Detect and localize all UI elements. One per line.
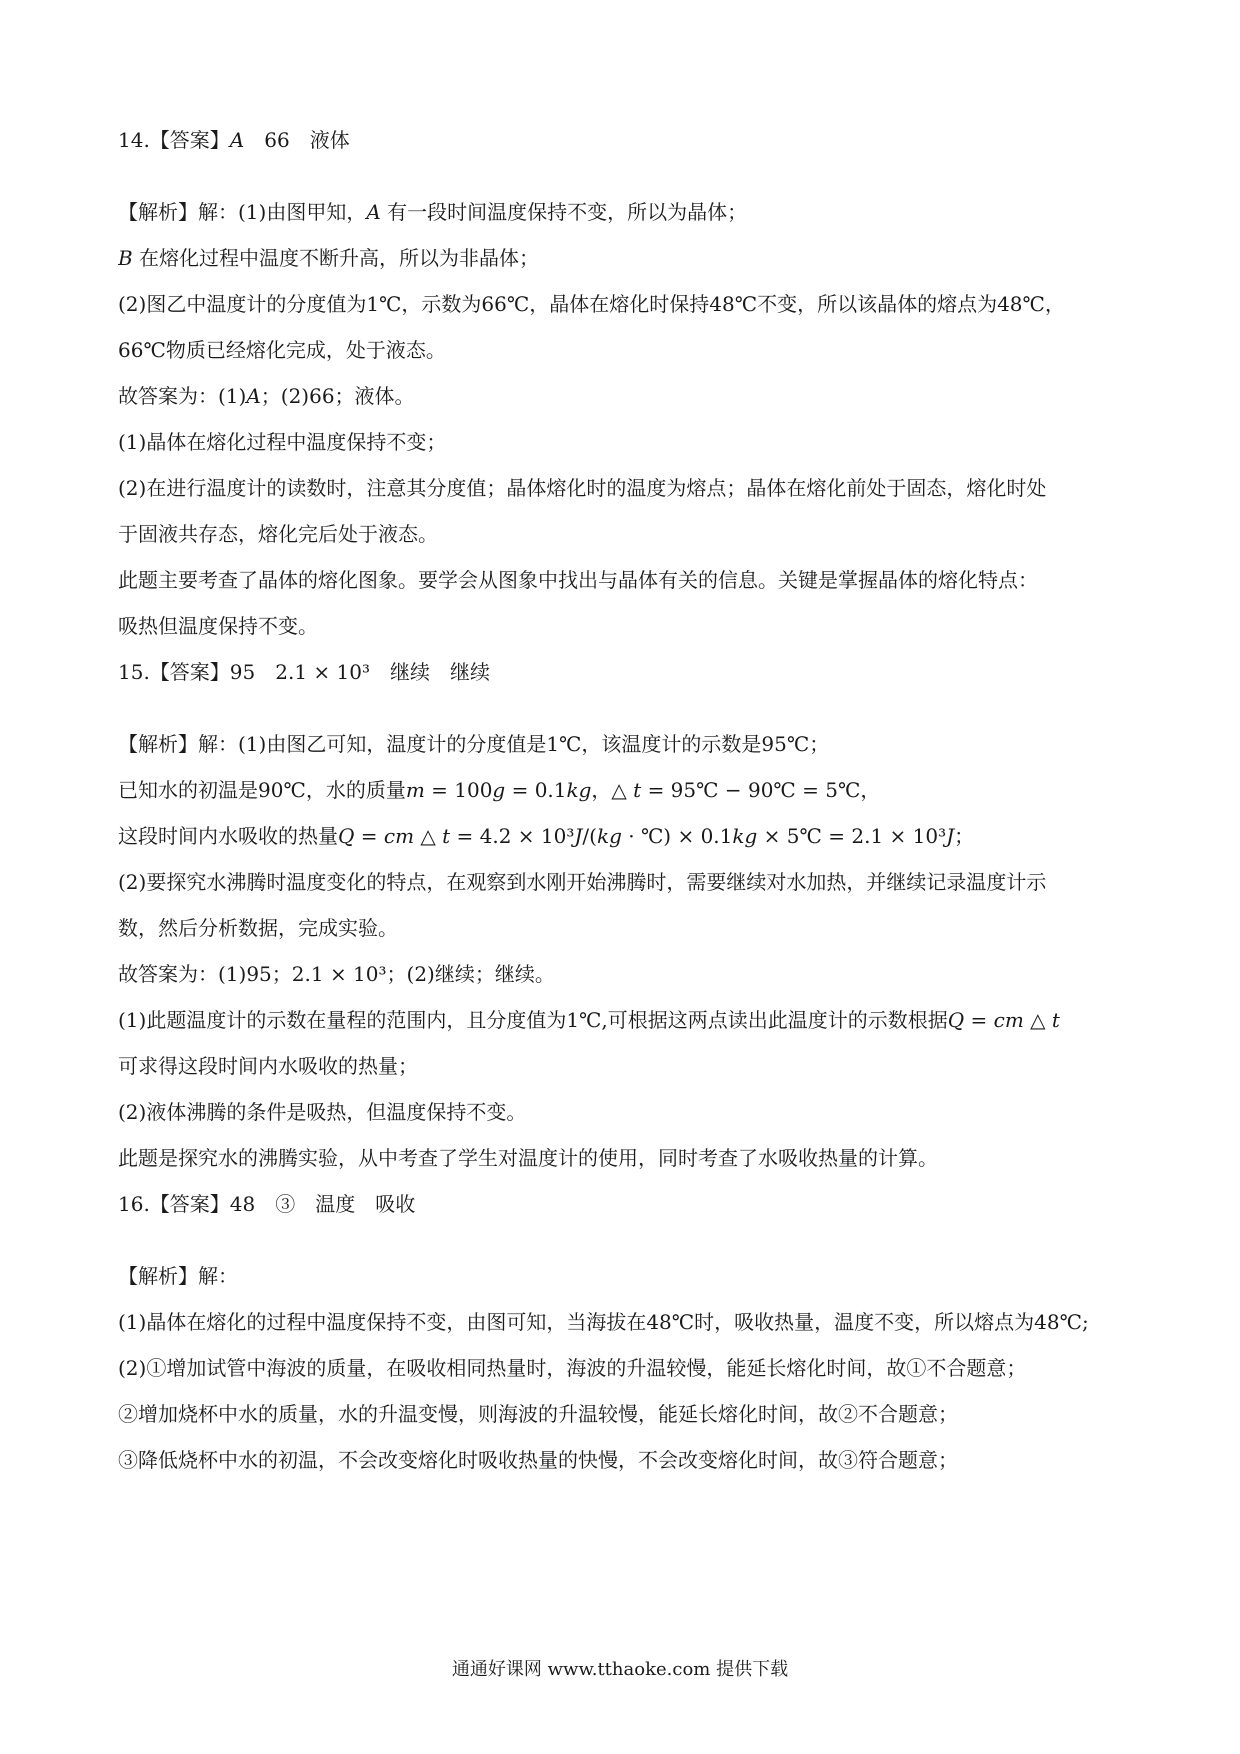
analysis-14-line-2: 𝐵 在熔化过程中温度不断升高，所以为非晶体； [118,246,540,270]
analysis-15-line-7: (1)此题温度计的示数在量程的范围内，且分度值为1℃,可根据这两点读出此温度计的示数根据𝑄 = 𝑐𝑚 △ 𝑡 [118,1008,1060,1032]
page-footer [0,1657,1240,1683]
analysis-16-line-4: ②增加烧杯中水的质量，水的升温变慢，则海波的升温较慢，能延长熔化时间，故②不合题意； [118,1402,958,1426]
answer-16-heading: 16.【答案】48 ③ 温度 吸收 [118,1192,416,1216]
analysis-15-line-10: 此题是探究水的沸腾实验，从中考查了学生对温度计的使用，同时考查了水吸收热量的计算。 [118,1146,938,1170]
analysis-15-line-1: 【解析】解：(1)由图乙可知，温度计的分度值是1℃，该温度计的示数是95℃； [118,732,830,756]
footer-url-link[interactable]: www.tthaoke.com [547,1659,711,1680]
answer-14-heading: 14.【答案】𝐴 66 液体 [118,128,350,152]
analysis-15-line-9: (2)液体沸腾的条件是吸热，但温度保持不变。 [118,1100,527,1124]
analysis-15-line-6: 故答案为：(1)95；2.1 × 10³；(2)继续；继续。 [118,962,555,986]
analysis-15-line-8: 可求得这段时间内水吸收的热量； [118,1054,418,1078]
answer-15-heading: 15.【答案】95 2.1 × 10³ 继续 继续 [118,660,491,684]
footer-site-name: 通通好课网 [451,1659,542,1680]
analysis-16-line-1: 【解析】解： [118,1264,238,1288]
analysis-14-line-5: 故答案为：(1)𝐴；(2)66；液体。 [118,384,415,408]
analysis-15-line-5: 数，然后分析数据，完成实验。 [118,916,398,940]
analysis-14-line-10: 吸热但温度保持不变。 [118,614,318,638]
analysis-15-line-3: 这段时间内水吸收的热量𝑄 = 𝑐𝑚 △ 𝑡 = 4.2 × 10³𝐽/(𝑘𝑔 · ℃) × 0.1𝑘𝑔 × 5℃ = 2.1 × 10³𝐽； [118,824,975,848]
analysis-16-line-3: (2)①增加试管中海波的质量，在吸收相同热量时，海波的升温较慢，能延长熔化时间，故①不合题意； [118,1356,1027,1380]
analysis-14-line-3: (2)图乙中温度计的分度值为1℃，示数为66℃，晶体在熔化时保持48℃不变，所以该晶体的熔点为48℃， [118,292,1065,316]
analysis-15-line-2: 已知水的初温是90℃，水的质量𝑚 = 100𝑔 = 0.1𝑘𝑔，△ 𝑡 = 95℃ − 90℃ = 5℃， [118,778,881,802]
analysis-15-line-4: (2)要探究水沸腾时温度变化的特点，在观察到水刚开始沸腾时，需要继续对水加热，并继续记录温度计示 [118,870,1047,894]
analysis-14-line-8: 于固液共存态，熔化完后处于液态。 [118,522,438,546]
analysis-14-line-9: 此题主要考查了晶体的熔化图象。要学会从图象中找出与晶体有关的信息。关键是掌握晶体的熔化特点： [118,568,1038,592]
analysis-16-line-2: (1)晶体在熔化的过程中温度保持不变，由图可知，当海拔在48℃时，吸收热量，温度不变，所以熔点为48℃; [118,1310,1089,1334]
footer-suffix: 提供下载 [716,1659,789,1680]
analysis-14-line-6: (1)晶体在熔化过程中温度保持不变； [118,430,447,454]
analysis-16-line-5: ③降低烧杯中水的初温，不会改变熔化时吸收热量的快慢，不会改变熔化时间，故③符合题意； [118,1448,958,1472]
analysis-14-line-7: (2)在进行温度计的读数时，注意其分度值；晶体熔化时的温度为熔点；晶体在熔化前处于固态，熔化时处 [118,476,1047,500]
analysis-14-line-1: 【解析】解：(1)由图甲知，𝐴 有一段时间温度保持不变，所以为晶体； [118,200,748,224]
analysis-14-line-4: 66℃物质已经熔化完成，处于液态。 [118,338,446,362]
